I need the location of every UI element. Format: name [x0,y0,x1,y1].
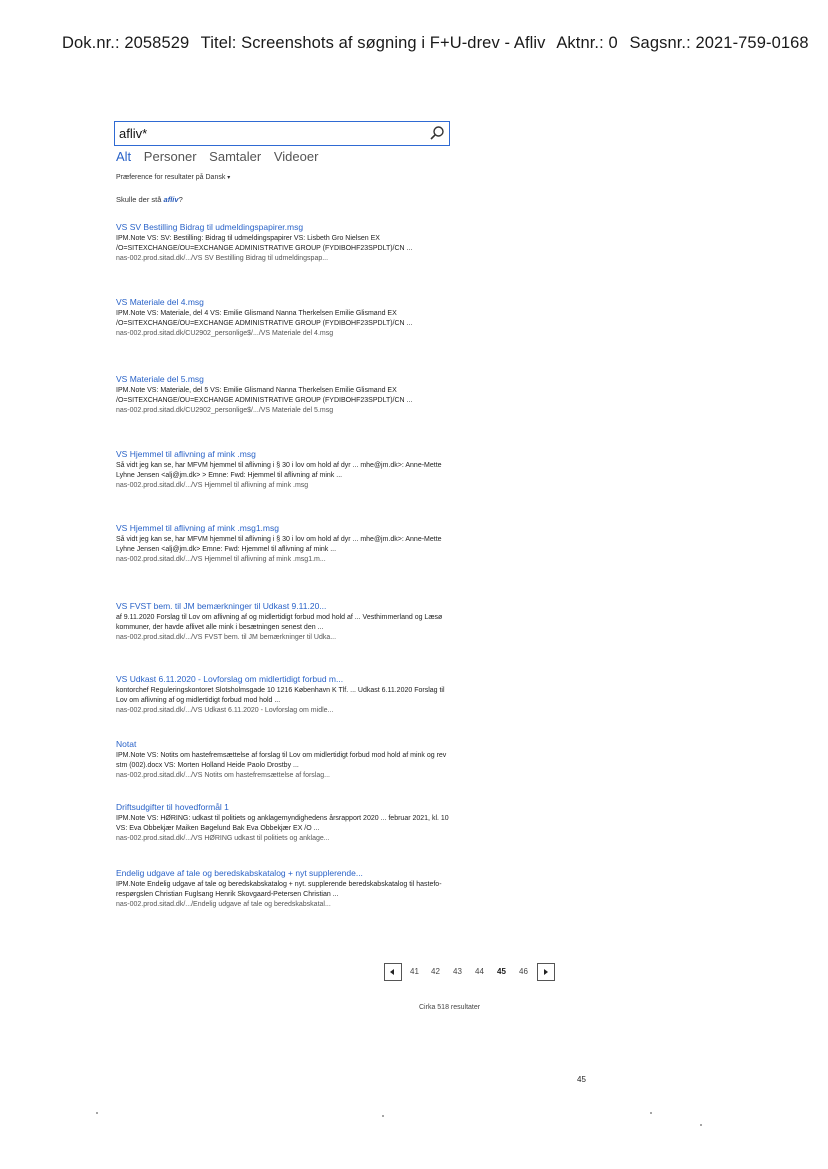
result-title[interactable]: VS Hjemmel til aflivning af mink .msg [116,449,256,459]
doc-title: Titel: Screenshots af søgning i F+U-drev - Afliv [200,34,546,52]
result-snippet: IPM.Note VS: Materiale, del 5 VS: Emilie Glismand Nanna Therkelsen Emilie Glismand EX /O=SITEXCHANGE/OU=EXCHANGE ADMINISTRATIVE GROUP (FYDIBOHF23SPDLT)/CN ... [116,387,413,404]
result-url[interactable]: nas-002.prod.sitad.dk/.../VS FVST bem. til JM bemærkninger til Udka... [116,634,337,641]
magnifier-icon[interactable] [429,125,445,141]
result-count: Cirka 518 resultater [419,1004,481,1011]
result-item [116,297,456,339]
page-number: 45 [577,1075,586,1084]
search-box [114,121,450,146]
result-url[interactable]: nas-002.prod.sitad.dk/.../VS SV Bestilling Bidrag til udmeldingspap... [116,255,329,262]
result-url[interactable]: nas-002.prod.sitad.dk/.../VS Udkast 6.11.2020 - Lovforslag om midle... [116,707,334,714]
page-link[interactable]: 42 [431,967,440,976]
result-title[interactable]: VS Udkast 6.11.2020 - Lovforslag om midlertidigt forbud m... [116,674,344,684]
result-title[interactable]: Endelig udgave af tale og beredskabskatalog + nyt supplerende... [116,868,363,878]
page-link[interactable]: 41 [410,967,419,976]
result-title[interactable]: Notat [116,739,137,749]
result-title[interactable]: VS FVST bem. til JM bemærkninger til Udkast 9.11.20... [116,601,327,611]
result-url[interactable]: nas-002.prod.sitad.dk/.../VS Hjemmel til aflivning af mink .msg1.m... [116,556,326,563]
result-snippet: af 9.11.2020 Forslag til Lov om aflivning af og midlertidigt forbud mod hold af ... Vesthimmerland og Læsø kommuner, der havde aflivet alle mink i besætningen senest den ... [116,614,443,631]
chevron-right-icon [544,969,548,975]
did-you-mean-prefix: Skulle der stå [116,195,162,204]
did-you-mean-suggestion[interactable]: afliv [163,195,179,204]
search-input[interactable] [119,124,419,142]
result-item [116,374,456,416]
result-preference [116,174,230,181]
tab-all[interactable]: Alt [116,149,132,164]
result-snippet: IPM.Note VS: Materiale, del 4 VS: Emilie Glismand Nanna Therkelsen Emilie Glismand EX /O=SITEXCHANGE/OU=EXCHANGE ADMINISTRATIVE GROUP (FYDIBOHF23SPDLT)/CN ... [116,310,413,327]
result-url[interactable]: nas-002.prod.sitad.dk/CU2902_personlige$/.../VS Materiale del 4.msg [116,330,334,337]
chevron-left-icon [390,969,394,975]
previous-page-button[interactable] [384,963,402,981]
result-snippet: IPM.Note VS: HØRING: udkast til politiets og anklagemyndighedens årsrapport 2020 ... februar 2021, kl. 10 VS: Eva Obbekjær Maiken Bøgelund Bak Eva Obbekjær EX /O ... [116,815,449,832]
doc-sagsnr: Sagsnr.: 2021-759-0168 [629,34,809,52]
result-title[interactable]: VS SV Bestilling Bidrag til udmeldingspapirer.msg [116,222,304,232]
result-item [116,868,456,910]
result-snippet: kontorchef Reguleringskontoret Slotsholmsgade 10 1216 København K Tlf. ... Udkast 6.11.2020 Forslag til Lov om aflivning af og midlertidigt forbud mod hold ... [116,687,445,704]
result-url[interactable]: nas-002.prod.sitad.dk/.../VS Notits om hastefremsættelse af forslag... [116,772,330,779]
scan-speck [700,1124,702,1126]
dropdown-arrow-icon: ▾ [227,175,231,181]
language-value: Dansk [205,174,226,181]
tab-videos[interactable]: Videoer [273,149,319,164]
result-url[interactable]: nas-002.prod.sitad.dk/.../VS HØRING udkast til politiets og anklage... [116,835,330,842]
page-link[interactable]: 43 [453,967,462,976]
result-title[interactable]: VS Materiale del 4.msg [116,297,204,307]
scan-speck [650,1112,652,1114]
doc-aktnr: Aktnr.: 0 [556,34,618,52]
result-item [116,601,456,643]
result-title[interactable]: Driftsudgifter til hovedformål 1 [116,802,229,812]
tab-conversations[interactable]: Samtaler [209,149,262,164]
tab-people[interactable]: Personer [143,149,197,164]
scan-speck [96,1112,98,1114]
doc-number: Dok.nr.: 2058529 [62,34,190,52]
did-you-mean [116,195,183,204]
result-title[interactable]: VS Hjemmel til aflivning af mink .msg1.msg [116,523,279,533]
result-item [116,523,456,565]
result-url[interactable]: nas-002.prod.sitad.dk/.../Endelig udgave af tale og beredskabskatal... [116,901,331,908]
result-item [116,674,456,716]
next-page-button[interactable] [537,963,555,981]
result-url[interactable]: nas-002.prod.sitad.dk/.../VS Hjemmel til aflivning af mink .msg [116,482,309,489]
result-snippet: IPM.Note VS: Notits om hastefremsættelse af forslag til Lov om midlertidigt forbud mod hold af mink og rev stm (002).docx VS: Morten Holland Heide Paolo Drostby ... [116,752,447,769]
result-snippet: IPM.Note VS: SV: Bestilling: Bidrag til udmeldingspapirer VS: Lisbeth Gro Nielsen EX /O=SITEXCHANGE/OU=EXCHANGE ADMINISTRATIVE GROUP (FYDIBOHF23SPDLT)/CN ... [116,235,413,252]
result-item [116,449,456,491]
result-item [116,739,456,781]
did-you-mean-suffix: ? [178,195,183,204]
result-snippet: Så vidt jeg kan se, har MFVM hjemmel til aflivning i § 30 i lov om hold af dyr ... mhe@jm.dk>: Anne-Mette Lyhne Jensen <alj@jm.dk> > Emne: Fwd: Hjemmel til aflivning af mink ... [116,462,442,479]
scope-tabs [116,149,327,164]
result-item [116,802,456,844]
document-header [62,34,809,53]
scan-speck [382,1115,384,1117]
result-title[interactable]: VS Materiale del 5.msg [116,374,204,384]
result-item [116,222,456,264]
language-dropdown[interactable] [206,174,231,181]
page-link-current: 45 [497,967,506,976]
result-snippet: IPM.Note Endelig udgave af tale og beredskabskatalog + nyt. supplerende beredskabskatalog til hasteforespørgslen Christian Fuglsang Henrik Skovgaard-Petersen Christian ... [116,881,442,898]
page-link[interactable]: 46 [519,967,528,976]
result-url[interactable]: nas-002.prod.sitad.dk/CU2902_personlige$/.../VS Materiale del 5.msg [116,407,334,414]
result-snippet: Så vidt jeg kan se, har MFVM hjemmel til aflivning i § 30 i lov om hold af dyr ... mhe@jm.dk>: Anne-Mette Lyhne Jensen <alj@jm.dk> Emne: Fwd: Hjemmel til aflivning af mink ... [116,536,442,553]
preference-label: Præference for resultater på [116,174,204,181]
page-link[interactable]: 44 [475,967,484,976]
